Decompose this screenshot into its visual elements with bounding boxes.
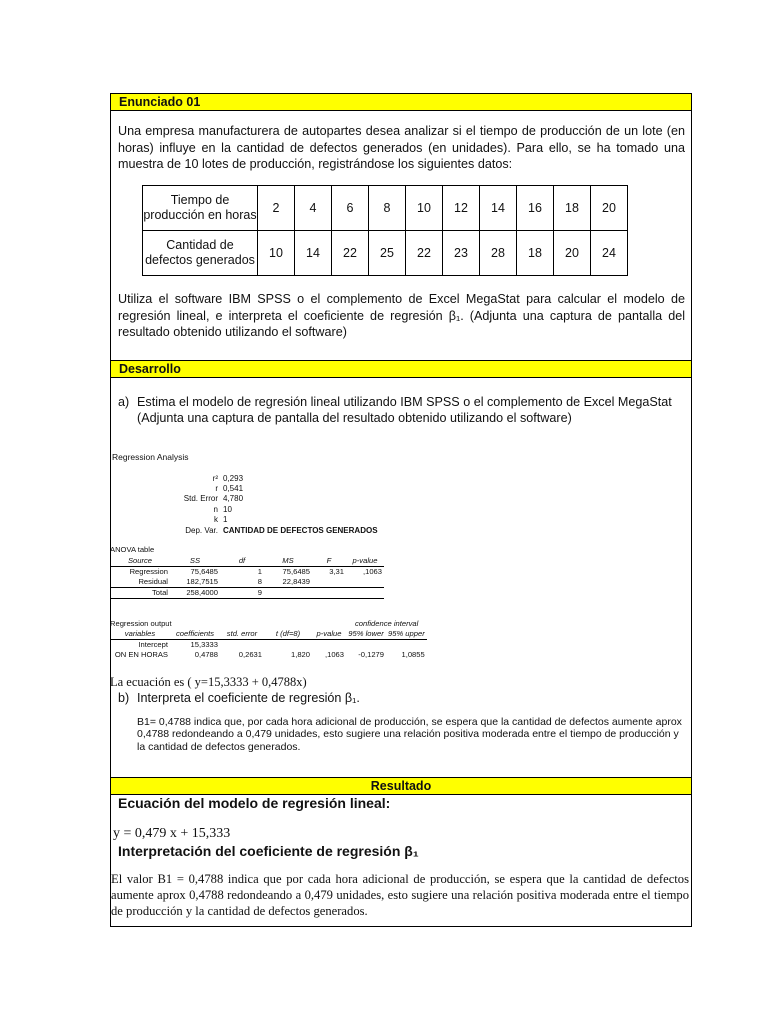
cell: 22 — [332, 231, 369, 276]
data-table — [142, 185, 628, 276]
cell: 25 — [369, 231, 406, 276]
header-cell: 95% lower — [346, 629, 386, 640]
table-row — [110, 640, 427, 651]
cell: 4 — [295, 186, 332, 231]
cell: 75,6485 — [190, 567, 218, 576]
header-cell: MS — [264, 556, 312, 567]
anova-table — [110, 556, 384, 599]
stat-label: Dep. Var. — [185, 526, 218, 535]
desarrollo-header: Desarrollo — [110, 360, 692, 378]
cell: ,1063 — [362, 567, 382, 576]
stat-value: 10 — [223, 505, 232, 514]
header-cell: SS — [170, 556, 220, 567]
cell: 20 — [554, 231, 591, 276]
resultado-heading-equation: Ecuación del modelo de regresión lineal: — [118, 795, 391, 811]
cell: 8 — [369, 186, 406, 231]
resultado-heading-interpretation: Interpretación del coeficiente de regresión β₁ — [118, 843, 419, 859]
cell: 1,820 — [290, 650, 310, 659]
table-row — [110, 588, 384, 599]
stat-value: 0,541 — [223, 484, 244, 493]
cell: Total — [110, 588, 170, 599]
header-cell: coefficients — [170, 629, 220, 640]
cell: 9 — [220, 588, 264, 599]
cell: Residual — [138, 577, 168, 586]
cell — [312, 577, 346, 588]
cell: 0,4788 — [194, 650, 218, 659]
cell: 2 — [258, 186, 295, 231]
cell: 3,31 — [329, 567, 344, 576]
cell: 22,8439 — [282, 577, 310, 586]
cell — [264, 588, 312, 599]
output-title: Regression output — [110, 619, 172, 628]
regression-output-table — [110, 629, 427, 660]
cell — [264, 640, 312, 651]
header-cell: df — [220, 556, 264, 567]
cell: 1,0855 — [401, 650, 425, 659]
question-a — [118, 394, 698, 428]
equation-text: La ecuación es ( y=15,3333 + 0,4788x) — [110, 675, 307, 689]
cell: ,1063 — [324, 650, 344, 659]
table-row — [110, 567, 384, 578]
cell: 14 — [480, 186, 517, 231]
cell — [312, 588, 346, 599]
table-row — [110, 556, 384, 567]
table-row — [110, 650, 427, 660]
question-a-letter: a) — [118, 395, 130, 409]
cell: 18 — [554, 186, 591, 231]
header-cell: F — [312, 556, 346, 567]
table-row — [110, 577, 384, 588]
enunciado-header: Enunciado 01 — [110, 93, 692, 111]
cell: 10 — [406, 186, 443, 231]
cell: 14 — [295, 231, 332, 276]
table-row — [143, 186, 628, 231]
cell — [312, 640, 346, 651]
header-cell: p-value — [312, 629, 346, 640]
cell: 1 — [257, 567, 262, 576]
regression-title: Regression Analysis — [112, 452, 189, 462]
header-cell: t (df=8) — [264, 629, 312, 640]
cell: Regression — [129, 567, 168, 576]
cell: 23 — [443, 231, 480, 276]
cell: 22 — [406, 231, 443, 276]
stat-label: Std. Error — [183, 494, 218, 503]
stat-label: r² — [212, 474, 218, 483]
cell: 8 — [257, 577, 262, 586]
cell — [346, 588, 384, 599]
cell: 75,6485 — [282, 567, 310, 576]
table-row — [143, 231, 628, 276]
cell: 10 — [258, 231, 295, 276]
stat-label: r — [215, 484, 218, 493]
resultado-header: Resultado — [110, 777, 692, 795]
cell: 6 — [332, 186, 369, 231]
question-a-text: Estima el modelo de regresión lineal utilizando IBM SPSS o el complemento de Excel MegaStat (Adjunta una captura de pantalla del resultado obtenido utilizando el software) — [137, 395, 672, 425]
header-cell: variables — [110, 629, 170, 640]
cell: 258,4000 — [170, 588, 220, 599]
cell: ON EN HORAS — [114, 650, 168, 659]
ci-label: confidence interval — [355, 619, 419, 628]
question-b-letter: b) — [118, 691, 130, 705]
cell: 15,3333 — [190, 640, 218, 649]
header-cell: Source — [110, 556, 170, 567]
stat-value: 1 — [223, 515, 228, 524]
cell: 12 — [443, 186, 480, 231]
stat-value: 4,780 — [223, 494, 244, 503]
row2-label: Cantidad de defectos generados — [143, 231, 258, 276]
cell: 18 — [517, 231, 554, 276]
cell: 20 — [591, 186, 628, 231]
question-b — [118, 690, 698, 708]
cell: 182,7515 — [186, 577, 218, 586]
cell — [220, 640, 264, 651]
anova-title: ANOVA table — [110, 545, 155, 554]
enunciado-instruction: Utiliza el software IBM SPSS o el complemento de Excel MegaStat para calcular el modelo de regresión lineal, e interpreta el coeficiente de regresión β₁. (Adjunta una captura de pantalla del resultado obtenido utilizando el software) — [118, 292, 685, 339]
header-cell: p-value — [346, 556, 384, 567]
header-cell: std. error — [220, 629, 264, 640]
cell: 24 — [591, 231, 628, 276]
cell — [386, 640, 427, 651]
question-b-answer: B1= 0,4788 indica que, por cada hora adicional de producción, se espera que la cantidad de defectos aumente aprox 0,4788 redondeando a 0,479 unidades, esto sugiere una relación positiva moderada entre el tiempo de producción y la cantidad de defectos generados. — [137, 716, 682, 753]
resultado-interpretation: El valor B1 = 0,4788 indica que por cada hora adicional de producción, se espera que la cantidad de defectos aumente aprox 0,4788 redondeando a 0,479 unidades, esto sugiere una relación positiva moderada entre el tiempo de producción y la cantidad de defectos generados. — [111, 872, 689, 918]
cell: -0,1279 — [358, 650, 384, 659]
stat-label: n — [213, 505, 218, 514]
stat-label: k — [214, 515, 218, 524]
cell: Intercept — [138, 640, 168, 649]
enunciado-intro: Una empresa manufacturera de autopartes desea analizar si el tiempo de producción de un lote (en horas) influye en la cantidad de defectos generados (en unidades). Para ello, se ha tomado una muestra de 10 lotes de producción, registrándose los siguientes datos: — [118, 124, 685, 171]
stat-value: 0,293 — [223, 474, 244, 483]
cell: 28 — [480, 231, 517, 276]
resultado-equation: y = 0,479 x + 15,333 — [113, 826, 231, 841]
cell: 16 — [517, 186, 554, 231]
cell — [346, 640, 386, 651]
header-cell: 95% upper — [388, 629, 425, 638]
table-row — [110, 629, 427, 640]
row1-label: Tiempo de producción en horas — [143, 186, 258, 231]
cell — [346, 577, 384, 588]
stat-value: CANTIDAD DE DEFECTOS GENERADOS — [223, 526, 378, 535]
question-b-text: Interpreta el coeficiente de regresión β₁. — [137, 691, 360, 705]
cell: 0,2631 — [238, 650, 262, 659]
